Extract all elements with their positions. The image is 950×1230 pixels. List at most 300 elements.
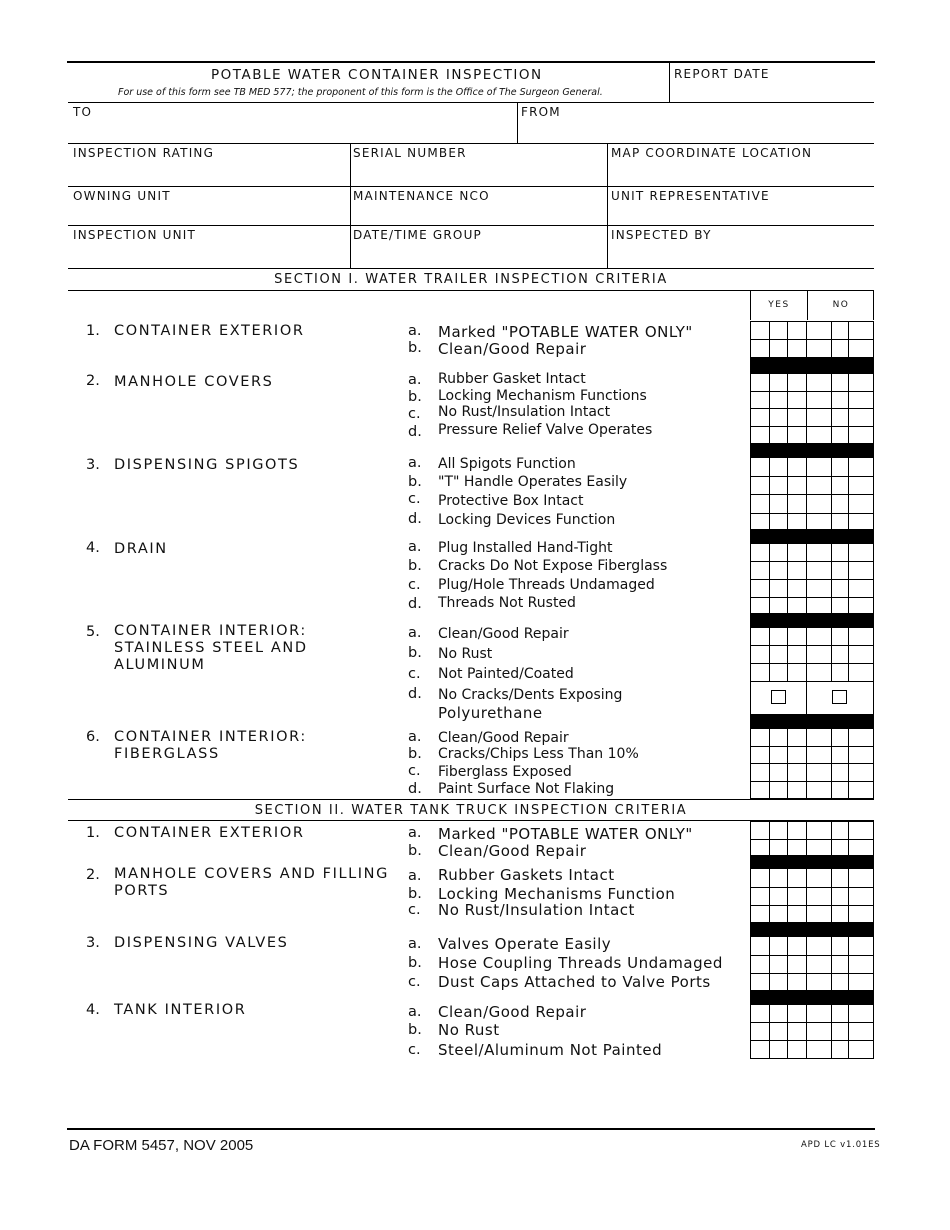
yes-check-cell[interactable] bbox=[769, 936, 787, 955]
criterion-text: Plug Installed Hand-Tight bbox=[438, 540, 613, 556]
yes-check-cell[interactable] bbox=[750, 663, 769, 681]
no-check-cell[interactable] bbox=[831, 663, 848, 681]
no-check-cell[interactable] bbox=[848, 321, 873, 339]
no-check-cell[interactable] bbox=[806, 955, 831, 974]
no-check-cell[interactable] bbox=[806, 839, 831, 857]
no-check-cell[interactable] bbox=[848, 426, 873, 444]
no-check-cell[interactable] bbox=[831, 321, 848, 339]
s2-item2-name-line1: MANHOLE COVERS AND FILLING bbox=[114, 866, 389, 882]
no-check-cell[interactable] bbox=[806, 543, 831, 561]
form-number: DA FORM 5457, NOV 2005 bbox=[69, 1137, 254, 1154]
yes-check-cell[interactable] bbox=[787, 781, 806, 799]
criterion-letter: b. bbox=[408, 955, 422, 971]
grid-border bbox=[873, 321, 874, 357]
serial-number-label: SERIAL NUMBER bbox=[353, 146, 467, 160]
grid-separator-bar bbox=[750, 529, 874, 543]
grid-border bbox=[873, 936, 874, 992]
no-check-cell[interactable] bbox=[831, 763, 848, 781]
yes-check-cell[interactable] bbox=[750, 494, 769, 513]
criterion-text: Rubber Gaskets Intact bbox=[438, 866, 615, 884]
no-check-cell[interactable] bbox=[806, 1022, 831, 1040]
yes-check-cell[interactable] bbox=[787, 579, 806, 597]
yes-check-cell[interactable] bbox=[787, 391, 806, 409]
yes-check-cell[interactable] bbox=[750, 955, 769, 974]
yes-check-cell[interactable] bbox=[787, 494, 806, 513]
yes-check-cell[interactable] bbox=[769, 426, 787, 444]
no-check-cell[interactable] bbox=[848, 373, 873, 391]
yes-check-cell[interactable] bbox=[769, 905, 787, 924]
yes-check-cell[interactable] bbox=[787, 373, 806, 391]
s1-item2-number: 2. bbox=[86, 373, 100, 389]
no-check-cell[interactable] bbox=[831, 868, 848, 887]
criterion-text: No Cracks/Dents Exposing bbox=[438, 687, 623, 703]
yes-check-cell[interactable] bbox=[750, 645, 769, 663]
criterion-text: No Rust bbox=[438, 1021, 500, 1039]
grid-border bbox=[750, 1058, 874, 1059]
serial-number-field[interactable] bbox=[351, 163, 607, 185]
criterion-letter: b. bbox=[408, 1022, 422, 1038]
yes-check-cell[interactable] bbox=[769, 373, 787, 391]
top-rule bbox=[67, 61, 875, 63]
to-label: TO bbox=[73, 105, 93, 119]
criterion-text: Clean/Good Repair bbox=[438, 1003, 587, 1021]
criterion-letter: a. bbox=[408, 936, 422, 952]
no-check-cell[interactable] bbox=[848, 936, 873, 955]
grid-border bbox=[873, 728, 874, 798]
yes-check-cell[interactable] bbox=[769, 457, 787, 476]
yes-check-cell[interactable] bbox=[750, 627, 769, 645]
no-check-cell[interactable] bbox=[831, 936, 848, 955]
s1-item3-number: 3. bbox=[86, 457, 100, 473]
no-check-cell[interactable] bbox=[848, 408, 873, 426]
no-check-cell[interactable] bbox=[831, 645, 848, 663]
yes-check-cell[interactable] bbox=[750, 543, 769, 561]
no-check-cell[interactable] bbox=[848, 645, 873, 663]
report-date-field[interactable] bbox=[670, 84, 874, 102]
yes-check-cell[interactable] bbox=[787, 476, 806, 495]
s1-item4-name: DRAIN bbox=[114, 541, 168, 557]
criterion-letter: a. bbox=[408, 323, 422, 339]
yes-check-cell[interactable] bbox=[750, 408, 769, 426]
yes-check-cell[interactable] bbox=[769, 955, 787, 974]
yes-check-cell[interactable] bbox=[787, 321, 806, 339]
yes-check-cell[interactable] bbox=[787, 821, 806, 839]
no-check-cell[interactable] bbox=[831, 391, 848, 409]
yes-check-cell[interactable] bbox=[787, 426, 806, 444]
criterion-letter: d. bbox=[408, 511, 422, 527]
criterion-letter: c. bbox=[408, 666, 421, 682]
inspection-unit-label: INSPECTION UNIT bbox=[73, 228, 197, 242]
no-check-cell[interactable] bbox=[806, 426, 831, 444]
criterion-text: Locking Mechanism Functions bbox=[438, 388, 647, 404]
s2-item1-number: 1. bbox=[86, 825, 100, 841]
no-check-cell[interactable] bbox=[848, 781, 873, 799]
no-check-cell[interactable] bbox=[831, 579, 848, 597]
s1-item3-name: DISPENSING SPIGOTS bbox=[114, 457, 300, 473]
criterion-text: Clean/Good Repair bbox=[438, 626, 569, 642]
yes-check-cell[interactable] bbox=[750, 868, 769, 887]
yes-check-cell[interactable] bbox=[750, 728, 769, 746]
no-check-cell[interactable] bbox=[806, 746, 831, 764]
yes-check-cell[interactable] bbox=[750, 1022, 769, 1040]
no-check-cell[interactable] bbox=[831, 543, 848, 561]
criterion-letter: c. bbox=[408, 1042, 421, 1058]
no-check-cell[interactable] bbox=[848, 763, 873, 781]
inspection-unit-field[interactable] bbox=[69, 245, 350, 267]
criterion-letter: c. bbox=[408, 763, 421, 779]
yes-check-cell[interactable] bbox=[769, 561, 787, 579]
no-check-cell[interactable] bbox=[806, 887, 831, 906]
map-coordinate-field[interactable] bbox=[608, 163, 874, 185]
criterion-text: Marked "POTABLE WATER ONLY" bbox=[438, 323, 693, 341]
yes-check-cell[interactable] bbox=[769, 627, 787, 645]
form-subtitle: For use of this form see TB MED 577; the proponent of this form is the Office of The Surgeon General. bbox=[118, 87, 603, 98]
from-field[interactable] bbox=[518, 121, 874, 142]
yes-check-cell[interactable] bbox=[787, 457, 806, 476]
yes-check-cell[interactable] bbox=[769, 1004, 787, 1022]
criterion-text: Clean/Good Repair bbox=[438, 340, 587, 358]
criterion-text: All Spigots Function bbox=[438, 456, 576, 472]
yes-check-cell[interactable] bbox=[769, 839, 787, 857]
yes-check-cell[interactable] bbox=[769, 763, 787, 781]
criterion-letter: c. bbox=[408, 974, 421, 990]
yes-check-cell[interactable] bbox=[750, 373, 769, 391]
inspected-by-label: INSPECTED BY bbox=[611, 228, 712, 242]
criterion-text-continued: Polyurethane bbox=[438, 704, 543, 722]
no-check-cell[interactable] bbox=[848, 1022, 873, 1040]
no-check-cell[interactable] bbox=[806, 494, 831, 513]
yes-check-cell[interactable] bbox=[769, 1040, 787, 1058]
yes-check-cell[interactable] bbox=[787, 936, 806, 955]
yes-check-cell[interactable] bbox=[750, 457, 769, 476]
no-check-cell[interactable] bbox=[806, 868, 831, 887]
owning-unit-label: OWNING UNIT bbox=[73, 189, 171, 203]
criterion-text: Plug/Hole Threads Undamaged bbox=[438, 577, 655, 593]
criterion-text: Valves Operate Easily bbox=[438, 935, 612, 953]
grid-border bbox=[873, 457, 874, 531]
no-check-cell[interactable] bbox=[806, 1040, 831, 1058]
no-check-cell[interactable] bbox=[831, 821, 848, 839]
yes-check-cell[interactable] bbox=[750, 781, 769, 799]
criterion-letter: b. bbox=[408, 474, 422, 490]
report-date-label: REPORT DATE bbox=[674, 67, 770, 81]
s1-item6-name-line2: FIBERGLASS bbox=[114, 746, 220, 762]
grid-border bbox=[873, 1004, 874, 1058]
criterion-letter: c. bbox=[408, 406, 421, 422]
criterion-letter: c. bbox=[408, 902, 421, 918]
criterion-text: Steel/Aluminum Not Painted bbox=[438, 1041, 663, 1059]
s2-item2-name-line2: PORTS bbox=[114, 883, 170, 899]
yes-check-cell[interactable] bbox=[787, 627, 806, 645]
yes-check-cell[interactable] bbox=[787, 1022, 806, 1040]
yes-check-cell[interactable] bbox=[750, 426, 769, 444]
grid-separator-bar bbox=[750, 613, 874, 627]
criterion-letter: a. bbox=[408, 372, 422, 388]
no-check-cell[interactable] bbox=[848, 746, 873, 764]
yes-check-cell[interactable] bbox=[769, 781, 787, 799]
no-check-cell[interactable] bbox=[848, 457, 873, 476]
criterion-letter: b. bbox=[408, 746, 422, 762]
grid-border bbox=[873, 627, 874, 714]
maintenance-nco-field[interactable] bbox=[351, 205, 607, 224]
criterion-text: Fiberglass Exposed bbox=[438, 764, 572, 780]
no-check-cell[interactable] bbox=[806, 936, 831, 955]
no-check-cell[interactable] bbox=[848, 1040, 873, 1058]
yes-check-cell[interactable] bbox=[787, 746, 806, 764]
yes-check-cell[interactable] bbox=[787, 868, 806, 887]
criterion-text: Paint Surface Not Flaking bbox=[438, 781, 615, 797]
yes-checkbox[interactable] bbox=[771, 690, 786, 704]
yes-check-cell[interactable] bbox=[787, 339, 806, 357]
inspected-by-field[interactable] bbox=[608, 245, 874, 267]
criterion-text: Hose Coupling Threads Undamaged bbox=[438, 954, 723, 972]
s1-item1-number: 1. bbox=[86, 323, 100, 339]
no-check-cell[interactable] bbox=[848, 663, 873, 681]
yes-check-cell[interactable] bbox=[769, 868, 787, 887]
no-check-cell[interactable] bbox=[806, 905, 831, 924]
criterion-letter: c. bbox=[408, 491, 421, 507]
no-check-cell[interactable] bbox=[806, 781, 831, 799]
no-check-cell[interactable] bbox=[806, 321, 831, 339]
yes-check-cell[interactable] bbox=[769, 339, 787, 357]
criterion-text: Clean/Good Repair bbox=[438, 730, 569, 746]
yes-check-cell[interactable] bbox=[787, 561, 806, 579]
criterion-letter: b. bbox=[408, 843, 422, 859]
no-check-cell[interactable] bbox=[806, 663, 831, 681]
yes-check-cell[interactable] bbox=[769, 1022, 787, 1040]
grid-separator-bar bbox=[750, 855, 874, 868]
no-check-cell[interactable] bbox=[848, 955, 873, 974]
yes-check-cell[interactable] bbox=[750, 1004, 769, 1022]
no-check-cell[interactable] bbox=[806, 728, 831, 746]
owning-unit-field[interactable] bbox=[69, 205, 350, 224]
yes-check-cell[interactable] bbox=[769, 645, 787, 663]
no-check-cell[interactable] bbox=[831, 426, 848, 444]
yes-check-cell[interactable] bbox=[787, 663, 806, 681]
yes-check-cell[interactable] bbox=[750, 839, 769, 857]
no-check-cell[interactable] bbox=[806, 476, 831, 495]
no-check-cell[interactable] bbox=[848, 339, 873, 357]
yes-check-cell[interactable] bbox=[769, 973, 787, 992]
no-check-cell[interactable] bbox=[848, 543, 873, 561]
yes-check-cell[interactable] bbox=[750, 746, 769, 764]
no-check-cell[interactable] bbox=[848, 579, 873, 597]
no-check-cell[interactable] bbox=[848, 973, 873, 992]
no-check-cell[interactable] bbox=[848, 728, 873, 746]
grid-separator-bar bbox=[750, 990, 874, 1004]
section2-title: SECTION II. WATER TANK TRUCK INSPECTION CRITERIA bbox=[254, 803, 688, 818]
no-check-cell[interactable] bbox=[831, 973, 848, 992]
criterion-text: No Rust bbox=[438, 646, 493, 662]
yes-check-cell[interactable] bbox=[787, 839, 806, 857]
no-check-cell[interactable] bbox=[806, 408, 831, 426]
s1-item5-name-line2: STAINLESS STEEL AND bbox=[114, 640, 308, 656]
yes-check-cell[interactable] bbox=[750, 887, 769, 906]
s1-item5-name-line3: ALUMINUM bbox=[114, 657, 206, 673]
yes-check-cell[interactable] bbox=[750, 1040, 769, 1058]
yes-check-cell[interactable] bbox=[787, 973, 806, 992]
yes-check-cell[interactable] bbox=[787, 1040, 806, 1058]
form-title: POTABLE WATER CONTAINER INSPECTION bbox=[211, 67, 543, 83]
criterion-text: Not Painted/Coated bbox=[438, 666, 574, 682]
no-check-cell[interactable] bbox=[848, 561, 873, 579]
s1-item5-name-line1: CONTAINER INTERIOR: bbox=[114, 623, 307, 639]
yes-check-cell[interactable] bbox=[769, 408, 787, 426]
yes-check-cell[interactable] bbox=[787, 408, 806, 426]
no-check-cell[interactable] bbox=[806, 579, 831, 597]
no-check-cell[interactable] bbox=[806, 627, 831, 645]
yes-check-cell[interactable] bbox=[750, 321, 769, 339]
no-check-cell[interactable] bbox=[848, 868, 873, 887]
criterion-text: Threads Not Rusted bbox=[438, 595, 576, 611]
date-time-group-field[interactable] bbox=[351, 245, 607, 267]
yes-check-cell[interactable] bbox=[750, 476, 769, 495]
yes-check-cell[interactable] bbox=[750, 561, 769, 579]
criterion-text: "T" Handle Operates Easily bbox=[438, 474, 628, 490]
no-check-cell[interactable] bbox=[806, 561, 831, 579]
no-check-cell[interactable] bbox=[806, 821, 831, 839]
yes-check-cell[interactable] bbox=[769, 663, 787, 681]
no-check-cell[interactable] bbox=[848, 905, 873, 924]
criterion-letter: c. bbox=[408, 577, 421, 593]
criterion-letter: d. bbox=[408, 686, 422, 702]
bottom-rule bbox=[67, 1128, 875, 1130]
yes-check-cell[interactable] bbox=[769, 746, 787, 764]
no-check-cell[interactable] bbox=[831, 1040, 848, 1058]
no-check-cell[interactable] bbox=[806, 763, 831, 781]
yes-check-cell[interactable] bbox=[787, 763, 806, 781]
criterion-letter: b. bbox=[408, 389, 422, 405]
criterion-text: Rubber Gasket Intact bbox=[438, 371, 586, 387]
yes-check-cell[interactable] bbox=[750, 339, 769, 357]
no-check-cell[interactable] bbox=[831, 457, 848, 476]
criterion-letter: a. bbox=[408, 1004, 422, 1020]
no-check-cell[interactable] bbox=[848, 1004, 873, 1022]
yes-check-cell[interactable] bbox=[769, 543, 787, 561]
criterion-letter: d. bbox=[408, 424, 422, 440]
criterion-text: Locking Devices Function bbox=[438, 512, 616, 528]
criterion-text: Locking Mechanisms Function bbox=[438, 885, 676, 903]
no-check-cell[interactable] bbox=[806, 973, 831, 992]
criterion-letter: a. bbox=[408, 729, 422, 745]
no-check-cell[interactable] bbox=[831, 476, 848, 495]
no-checkbox[interactable] bbox=[832, 690, 847, 704]
grid-border bbox=[873, 373, 874, 443]
no-check-cell[interactable] bbox=[831, 955, 848, 974]
version-label: APD LC v1.01ES bbox=[801, 1140, 881, 1150]
no-check-cell[interactable] bbox=[831, 905, 848, 924]
yes-check-cell[interactable] bbox=[769, 579, 787, 597]
yes-check-cell[interactable] bbox=[750, 391, 769, 409]
no-check-cell[interactable] bbox=[831, 561, 848, 579]
yes-check-cell[interactable] bbox=[769, 476, 787, 495]
no-check-cell[interactable] bbox=[831, 887, 848, 906]
criterion-letter: a. bbox=[408, 868, 422, 884]
grid-separator-bar bbox=[750, 922, 874, 936]
no-label: NO bbox=[832, 300, 850, 310]
no-check-cell[interactable] bbox=[848, 476, 873, 495]
s2-item3-name: DISPENSING VALVES bbox=[114, 935, 289, 951]
yes-check-cell[interactable] bbox=[750, 973, 769, 992]
to-field[interactable] bbox=[69, 121, 517, 142]
yes-check-cell[interactable] bbox=[787, 543, 806, 561]
s2-item4-name: TANK INTERIOR bbox=[114, 1002, 247, 1018]
yes-check-cell[interactable] bbox=[787, 645, 806, 663]
criterion-text: Cracks Do Not Expose Fiberglass bbox=[438, 558, 668, 574]
s1-item6-name-line1: CONTAINER INTERIOR: bbox=[114, 729, 307, 745]
no-check-cell[interactable] bbox=[806, 1004, 831, 1022]
criterion-text: Cracks/Chips Less Than 10% bbox=[438, 746, 639, 762]
date-time-group-label: DATE/TIME GROUP bbox=[353, 228, 482, 242]
yes-label: YES bbox=[768, 300, 790, 310]
no-check-cell[interactable] bbox=[831, 408, 848, 426]
yes-check-cell[interactable] bbox=[787, 1004, 806, 1022]
yes-check-cell[interactable] bbox=[769, 391, 787, 409]
yes-check-cell[interactable] bbox=[750, 579, 769, 597]
no-check-cell[interactable] bbox=[848, 391, 873, 409]
no-check-cell[interactable] bbox=[831, 627, 848, 645]
yes-check-cell[interactable] bbox=[750, 936, 769, 955]
no-check-cell[interactable] bbox=[806, 457, 831, 476]
no-check-cell[interactable] bbox=[831, 373, 848, 391]
criterion-text: Dust Caps Attached to Valve Ports bbox=[438, 973, 711, 991]
yes-check-cell[interactable] bbox=[787, 887, 806, 906]
no-check-cell[interactable] bbox=[848, 494, 873, 513]
no-check-cell[interactable] bbox=[831, 1004, 848, 1022]
s1-item6-number: 6. bbox=[86, 729, 100, 745]
s1-item5-number: 5. bbox=[86, 624, 100, 640]
no-check-cell[interactable] bbox=[831, 746, 848, 764]
no-check-cell[interactable] bbox=[831, 728, 848, 746]
grid-border bbox=[873, 821, 874, 856]
grid-separator-bar bbox=[750, 357, 874, 373]
no-check-cell[interactable] bbox=[848, 821, 873, 839]
no-check-cell[interactable] bbox=[831, 781, 848, 799]
yes-check-cell[interactable] bbox=[750, 821, 769, 839]
inspection-rating-label: INSPECTION RATING bbox=[73, 146, 215, 160]
yes-check-cell[interactable] bbox=[787, 728, 806, 746]
no-check-cell[interactable] bbox=[848, 839, 873, 857]
unit-representative-field[interactable] bbox=[608, 205, 874, 224]
no-check-cell[interactable] bbox=[806, 391, 831, 409]
inspection-rating-field[interactable] bbox=[69, 163, 350, 185]
yes-check-cell[interactable] bbox=[769, 821, 787, 839]
s2-item3-number: 3. bbox=[86, 935, 100, 951]
yes-check-cell[interactable] bbox=[787, 955, 806, 974]
yes-check-cell[interactable] bbox=[750, 905, 769, 924]
no-check-cell[interactable] bbox=[831, 494, 848, 513]
yes-check-cell[interactable] bbox=[769, 887, 787, 906]
unit-representative-label: UNIT REPRESENTATIVE bbox=[611, 189, 770, 203]
yes-check-cell[interactable] bbox=[769, 728, 787, 746]
criterion-letter: d. bbox=[408, 781, 422, 797]
no-check-cell[interactable] bbox=[831, 839, 848, 857]
criterion-text: Marked "POTABLE WATER ONLY" bbox=[438, 825, 693, 843]
yes-check-cell[interactable] bbox=[769, 494, 787, 513]
no-check-cell[interactable] bbox=[806, 645, 831, 663]
no-check-cell[interactable] bbox=[806, 339, 831, 357]
yes-check-cell[interactable] bbox=[769, 321, 787, 339]
yes-check-cell[interactable] bbox=[787, 905, 806, 924]
no-check-cell[interactable] bbox=[848, 627, 873, 645]
no-check-cell[interactable] bbox=[831, 1022, 848, 1040]
yes-check-cell[interactable] bbox=[750, 763, 769, 781]
no-check-cell[interactable] bbox=[806, 373, 831, 391]
no-check-cell[interactable] bbox=[848, 887, 873, 906]
no-check-cell[interactable] bbox=[831, 339, 848, 357]
criterion-letter: a. bbox=[408, 455, 422, 471]
criterion-text: No Rust/Insulation Intact bbox=[438, 404, 611, 420]
